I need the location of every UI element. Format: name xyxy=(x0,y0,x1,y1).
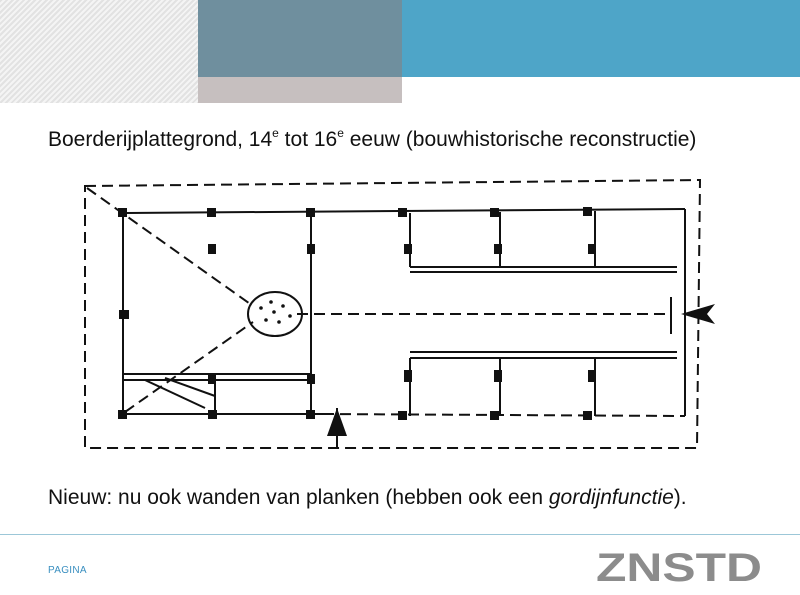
footer-divider xyxy=(0,534,800,535)
caption-prefix: Nieuw: nu ook wanden van planken (hebben ook een xyxy=(48,486,549,509)
hearth xyxy=(248,292,302,336)
title-part-1: Boerderijplattegrond, 14 xyxy=(48,128,273,151)
diagonal-dashed-lower xyxy=(125,322,253,412)
caption-emphasis: gordijnfunctie xyxy=(548,486,674,509)
znstd-logo xyxy=(596,549,762,583)
logo-text: ZNSTD xyxy=(596,549,762,583)
brace-1 xyxy=(145,380,205,408)
title-part-2: tot 16 xyxy=(278,128,338,151)
slide-caption xyxy=(48,486,687,510)
slide-title xyxy=(48,128,696,152)
aisle-bottom xyxy=(323,414,685,416)
caption-suffix: ). xyxy=(673,486,687,509)
header-band-slate xyxy=(198,0,402,77)
title-sup-2: e xyxy=(337,126,344,140)
floor-plan-drawing xyxy=(65,172,745,462)
page-label: PAGINA xyxy=(48,565,87,576)
diagonal-dashed-upper xyxy=(87,188,253,306)
title-part-3: eeuw (bouwhistorische reconstructie) xyxy=(343,128,697,151)
header-band-blue xyxy=(402,0,800,77)
header-band-hatched xyxy=(0,0,198,103)
hearth-dots xyxy=(259,300,292,324)
title-sup-1: e xyxy=(272,126,279,140)
header-band-grey xyxy=(198,77,402,103)
